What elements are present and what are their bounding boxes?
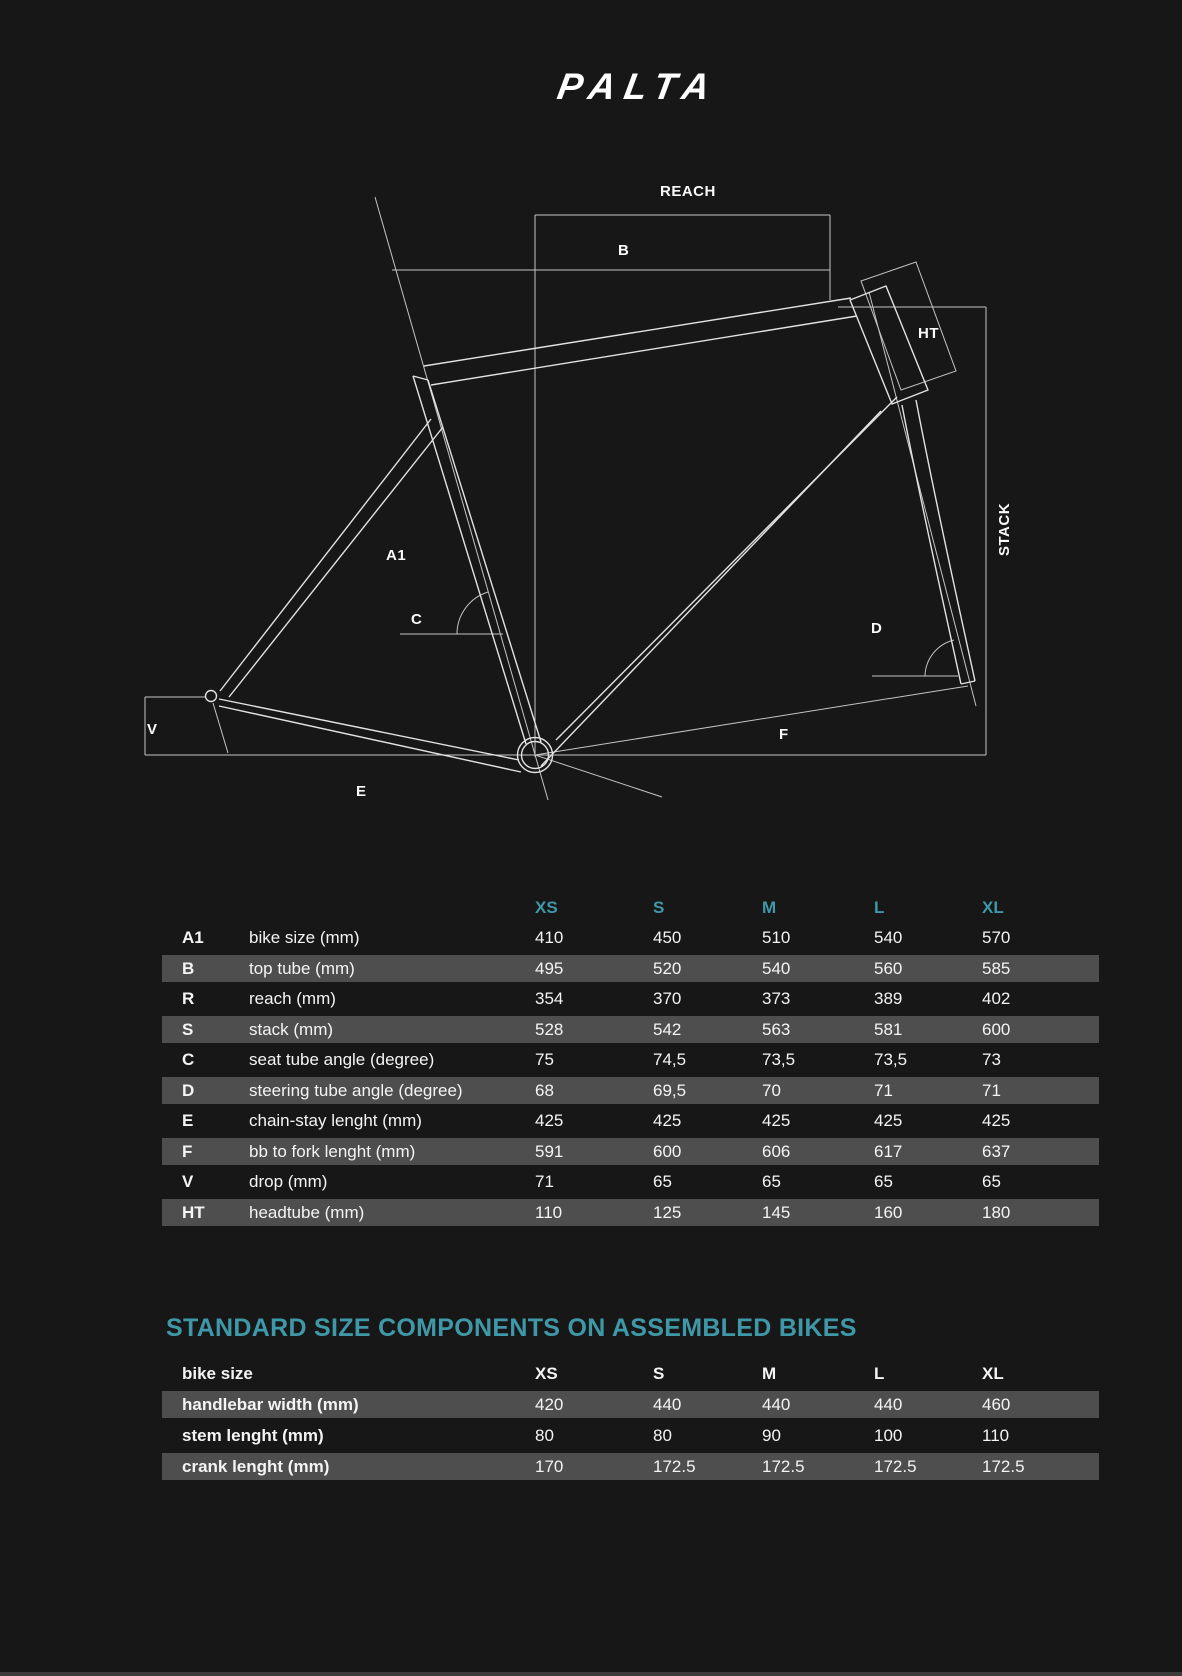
- geometry-key: E: [182, 1111, 194, 1130]
- components-value: 80: [535, 1426, 554, 1445]
- geometry-row-B: [162, 955, 1099, 982]
- components-value: 440: [762, 1395, 791, 1414]
- geometry-value: 71: [874, 1080, 893, 1100]
- components-value: 100: [874, 1426, 903, 1445]
- geometry-row-HT: [162, 1199, 1099, 1226]
- geometry-key: D: [182, 1080, 195, 1100]
- components-label: crank lenght (mm): [182, 1457, 330, 1476]
- geometry-label: headtube (mm): [249, 1202, 365, 1222]
- geometry-value: 110: [535, 1202, 563, 1222]
- label-reach: REACH: [660, 183, 716, 200]
- components-value: 170: [535, 1457, 564, 1476]
- geometry-size-header-row: [162, 894, 1099, 921]
- geometry-key: A1: [182, 928, 204, 947]
- components-label: handlebar width (mm): [182, 1395, 359, 1414]
- components-size-header-S: S: [653, 1364, 665, 1383]
- geometry-value: 560: [874, 958, 903, 978]
- components-value: 420: [535, 1395, 564, 1414]
- components-section-heading: STANDARD SIZE COMPONENTS ON ASSEMBLED BIKES: [166, 1314, 857, 1342]
- geometry-value: 125: [653, 1202, 682, 1222]
- geometry-value: 70: [762, 1080, 781, 1100]
- geometry-value: 600: [653, 1141, 682, 1161]
- geometry-value: 600: [982, 1019, 1011, 1039]
- geometry-value: 68: [535, 1080, 554, 1100]
- geometry-value: 510: [762, 928, 791, 947]
- geometry-value: 581: [874, 1019, 903, 1039]
- geometry-value: 528: [535, 1019, 564, 1039]
- components-header-row: [162, 1360, 1099, 1387]
- geometry-value: 450: [653, 928, 682, 947]
- geometry-value: 71: [535, 1172, 554, 1191]
- geometry-label: bb to fork lenght (mm): [249, 1141, 416, 1161]
- geometry-value: 65: [982, 1172, 1001, 1191]
- geometry-value: 425: [982, 1111, 1011, 1130]
- size-header-XS: XS: [535, 898, 558, 917]
- label-ht: HT: [918, 325, 939, 342]
- geometry-label: chain-stay lenght (mm): [249, 1111, 422, 1130]
- geometry-value: 591: [535, 1141, 564, 1161]
- geometry-label: steering tube angle (degree): [249, 1080, 463, 1100]
- geometry-value: 69,5: [653, 1080, 687, 1100]
- geometry-row-D: [162, 1077, 1099, 1104]
- geometry-key: V: [182, 1172, 194, 1191]
- geometry-label: reach (mm): [249, 989, 336, 1008]
- frame-outline: [206, 286, 976, 773]
- geometry-value: 73,5: [874, 1050, 908, 1069]
- components-value: 172.5: [762, 1457, 805, 1476]
- components-value: 172.5: [982, 1457, 1025, 1476]
- geometry-value: 373: [762, 989, 791, 1008]
- label-e: E: [356, 783, 367, 800]
- geometry-value: 73: [982, 1050, 1001, 1069]
- geometry-label: bike size (mm): [249, 928, 360, 947]
- geometry-key: S: [182, 1019, 194, 1039]
- geometry-row-R: [162, 985, 1099, 1012]
- geometry-row-S: [162, 1016, 1099, 1043]
- geometry-value: 425: [874, 1111, 903, 1130]
- geometry-value: 425: [762, 1111, 791, 1130]
- geometry-label: top tube (mm): [249, 958, 355, 978]
- geometry-value: 606: [762, 1141, 791, 1161]
- geometry-value: 402: [982, 989, 1011, 1008]
- label-a1: A1: [386, 547, 407, 564]
- components-value: 110: [982, 1426, 1010, 1445]
- geometry-key: C: [182, 1050, 195, 1069]
- geometry-value: 73,5: [762, 1050, 796, 1069]
- geometry-row-V: [162, 1168, 1099, 1195]
- components-label-header: bike size: [182, 1364, 253, 1383]
- size-header-L: L: [874, 898, 885, 917]
- size-header-M: M: [762, 898, 777, 917]
- geometry-value: 542: [653, 1019, 682, 1039]
- size-header-XL: XL: [982, 898, 1004, 917]
- geometry-value: 354: [535, 989, 564, 1008]
- components-size-header-XS: XS: [535, 1364, 558, 1383]
- palta-logo: PALTA: [554, 66, 722, 107]
- components-size-header-M: M: [762, 1364, 777, 1383]
- geometry-value: 370: [653, 989, 682, 1008]
- geometry-row-E: [162, 1107, 1099, 1134]
- components-value: 440: [653, 1395, 682, 1414]
- geometry-value: 160: [874, 1202, 903, 1222]
- geometry-value: 570: [982, 928, 1011, 947]
- geometry-value: 75: [535, 1050, 554, 1069]
- components-size-header-XL: XL: [982, 1364, 1004, 1383]
- label-c: C: [411, 611, 423, 628]
- components-value: 440: [874, 1395, 903, 1414]
- geometry-value: 180: [982, 1202, 1011, 1222]
- geometry-value: 425: [535, 1111, 564, 1130]
- components-value: 172.5: [874, 1457, 917, 1476]
- components-size-header-L: L: [874, 1364, 885, 1383]
- geometry-value: 540: [762, 958, 791, 978]
- components-label: stem lenght (mm): [182, 1426, 324, 1445]
- geometry-value: 65: [874, 1172, 893, 1191]
- geometry-value: 389: [874, 989, 903, 1008]
- label-stack: STACK: [996, 502, 1013, 556]
- geometry-label: seat tube angle (degree): [249, 1050, 435, 1069]
- geometry-row-C: [162, 1046, 1099, 1073]
- geometry-key: F: [182, 1141, 193, 1161]
- components-row: [162, 1391, 1099, 1418]
- geometry-value: 585: [982, 958, 1011, 978]
- geometry-value: 65: [653, 1172, 672, 1191]
- label-b: B: [618, 242, 630, 259]
- label-d: D: [871, 620, 883, 637]
- components-value: 80: [653, 1426, 672, 1445]
- geometry-value: 495: [535, 958, 564, 978]
- bottom-edge-strip: [0, 1672, 1182, 1676]
- geometry-value: 65: [762, 1172, 781, 1191]
- geometry-value: 520: [653, 958, 682, 978]
- geometry-value: 425: [653, 1111, 682, 1130]
- geometry-label: stack (mm): [249, 1019, 334, 1039]
- geometry-key: B: [182, 958, 195, 978]
- label-f: F: [779, 726, 789, 743]
- geometry-value: 71: [982, 1080, 1001, 1100]
- geometry-value: 145: [762, 1202, 791, 1222]
- geometry-label: drop (mm): [249, 1172, 328, 1191]
- geometry-value: 637: [982, 1141, 1011, 1161]
- geometry-value: 563: [762, 1019, 791, 1039]
- components-row: [162, 1453, 1099, 1480]
- geometry-row-F: [162, 1138, 1099, 1165]
- geometry-key: HT: [182, 1202, 205, 1222]
- geometry-value: 540: [874, 928, 903, 947]
- size-header-S: S: [653, 898, 665, 917]
- geometry-value: 74,5: [653, 1050, 687, 1069]
- geometry-key: R: [182, 989, 195, 1008]
- geometry-value: 410: [535, 928, 564, 947]
- components-row: [162, 1422, 1099, 1449]
- label-v: V: [147, 721, 158, 738]
- components-value: 172.5: [653, 1457, 696, 1476]
- components-value: 460: [982, 1395, 1011, 1414]
- geometry-value: 617: [874, 1141, 903, 1161]
- geometry-row-A1: [162, 924, 1099, 951]
- components-value: 90: [762, 1426, 781, 1445]
